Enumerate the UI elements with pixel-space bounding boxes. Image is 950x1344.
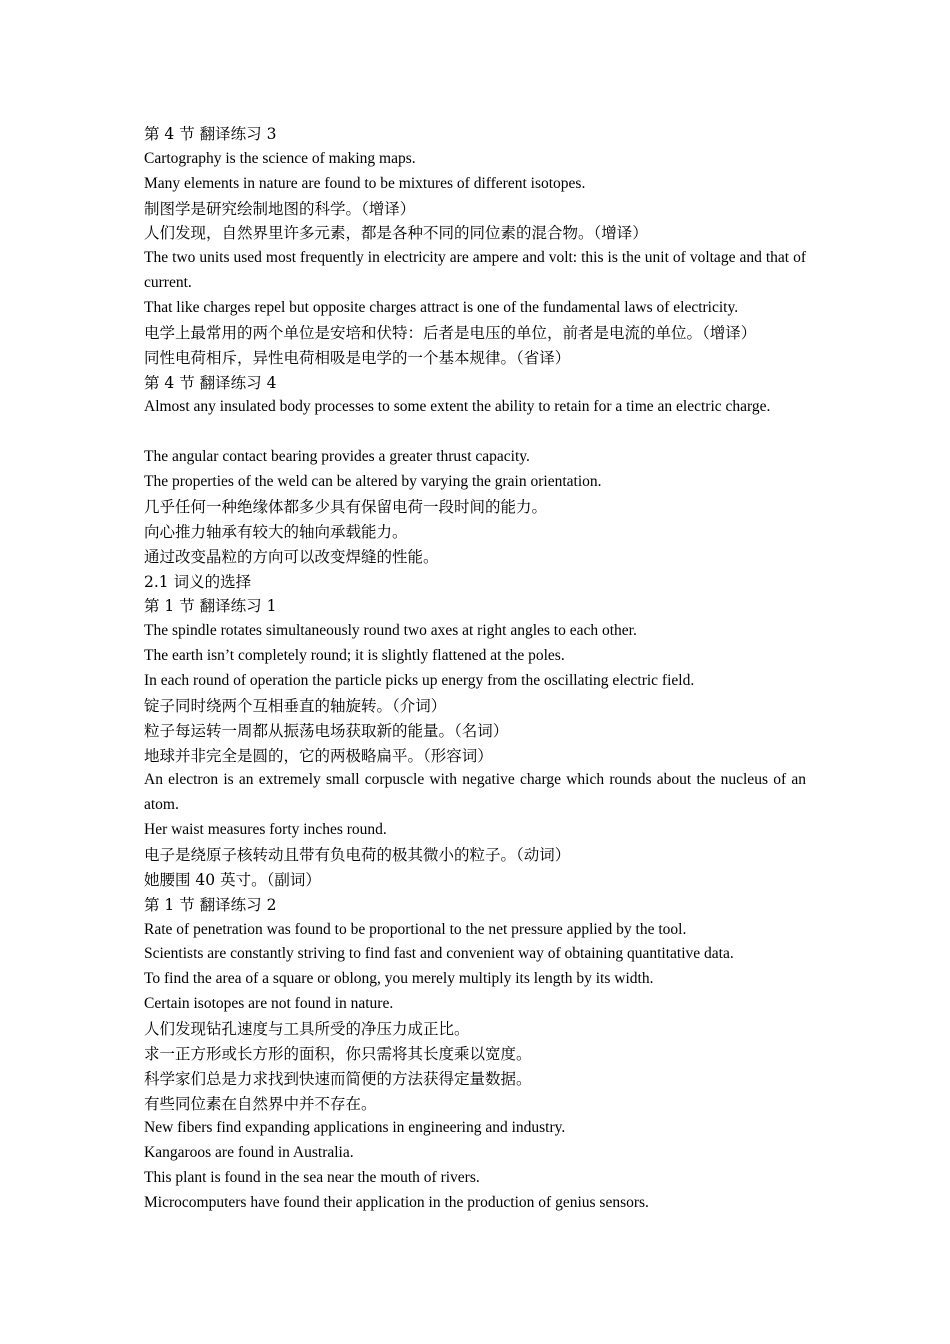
chinese-translation: 锭子同时绕两个互相垂直的轴旋转。（介词） <box>144 696 447 715</box>
section-heading: 第 1 节 翻译练习 1 <box>144 597 277 616</box>
english-sentence: The two units used most frequently in electricity are ampere and volt: this is the unit of voltage and that of current. <box>144 249 806 292</box>
english-sentence: The spindle rotates simultaneously round two axes at right angles to each other. <box>144 622 637 640</box>
chinese-translation: 人们发现，自然界里许多元素，都是各种不同的同位素的混合物。（增译） <box>144 224 648 243</box>
english-sentence: The earth isn’t completely round; it is slightly flattened at the poles. <box>144 647 565 665</box>
english-sentence: Many elements in nature are found to be mixtures of different isotopes. <box>144 174 586 192</box>
english-sentence: Almost any insulated body processes to some extent the ability to retain for a time an electric charge. <box>144 398 771 416</box>
english-sentence: In each round of operation the particle picks up energy from the oscillating electric field. <box>144 671 695 689</box>
chinese-translation: 有些同位素在自然界中并不存在。 <box>144 1094 377 1113</box>
chapter-heading: 2.1 词义的选择 <box>144 572 252 591</box>
english-sentence: New fibers find expanding applications in engineering and industry. <box>144 1119 566 1137</box>
chinese-translation: 人们发现钻孔速度与工具所受的净压力成正比。 <box>144 1019 470 1038</box>
english-sentence: Cartography is the science of making maps. <box>144 149 416 167</box>
english-sentence: Her waist measures forty inches round. <box>144 821 387 839</box>
chinese-translation: 地球并非完全是圆的，它的两极略扁平。（形容词） <box>144 746 493 765</box>
english-sentence: This plant is found in the sea near the mouth of rivers. <box>144 1169 480 1187</box>
english-sentence: That like charges repel but opposite charges attract is one of the fundamental laws of electricity. <box>144 299 739 317</box>
english-sentence: An electron is an extremely small corpuscle with negative charge which rounds about the nucleus of an atom. <box>144 771 806 814</box>
english-sentence: Certain isotopes are not found in nature. <box>144 995 394 1013</box>
chinese-translation: 制图学是研究绘制地图的科学。（增译） <box>144 199 416 218</box>
chinese-translation: 同性电荷相斥，异性电荷相吸是电学的一个基本规律。（省译） <box>144 348 571 367</box>
english-sentence: Rate of penetration was found to be proportional to the net pressure applied by the tool. <box>144 920 687 938</box>
chinese-translation: 求一正方形或长方形的面积，你只需将其长度乘以宽度。 <box>144 1044 532 1063</box>
document-page <box>144 122 806 1216</box>
chinese-translation: 电学上最常用的两个单位是安培和伏特：后者是电压的单位，前者是电流的单位。（增译） <box>144 323 757 342</box>
english-sentence: The properties of the weld can be altered by varying the grain orientation. <box>144 473 602 491</box>
english-sentence: To find the area of a square or oblong, you merely multiply its length by its width. <box>144 970 654 988</box>
chinese-translation: 她腰围 40 英寸。（副词） <box>144 870 321 889</box>
section-heading: 第 4 节 翻译练习 3 <box>144 125 277 143</box>
english-sentence: The angular contact bearing provides a greater thrust capacity. <box>144 448 530 466</box>
section-heading: 第 4 节 翻译练习 4 <box>144 373 277 392</box>
chinese-translation: 向心推力轴承有较大的轴向承载能力。 <box>144 522 408 541</box>
chinese-translation: 电子是绕原子核转动且带有负电荷的极其微小的粒子。（动词） <box>144 845 571 864</box>
english-sentence: Microcomputers have found their application in the production of genius sensors. <box>144 1194 649 1211</box>
english-sentence: Scientists are constantly striving to find fast and convenient way of obtaining quantitative data. <box>144 945 734 963</box>
chinese-translation: 通过改变晶粒的方向可以改变焊缝的性能。 <box>144 547 439 566</box>
chinese-translation: 粒子每运转一周都从振荡电场获取新的能量。（名词） <box>144 721 509 740</box>
section-heading: 第 1 节 翻译练习 2 <box>144 895 277 914</box>
chinese-translation: 几乎任何一种绝缘体都多少具有保留电荷一段时间的能力。 <box>144 497 548 516</box>
chinese-translation: 科学家们总是力求找到快速而简便的方法获得定量数据。 <box>144 1069 532 1088</box>
english-sentence: Kangaroos are found in Australia. <box>144 1144 354 1162</box>
